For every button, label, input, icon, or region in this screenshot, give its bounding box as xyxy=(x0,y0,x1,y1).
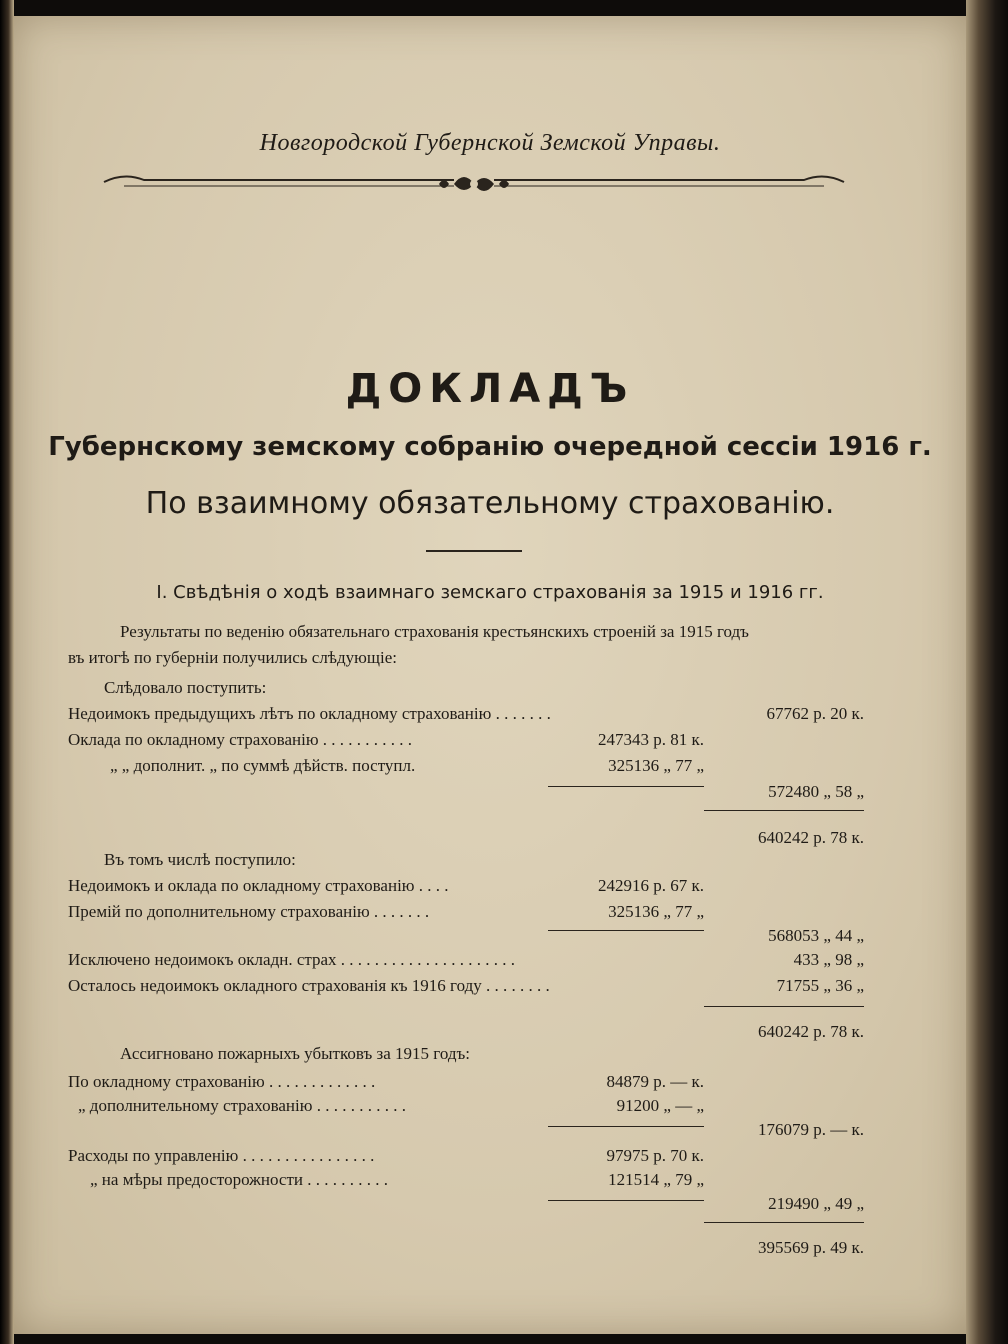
received-row-3-total: 433 „ 98 „ xyxy=(793,950,864,969)
received-row-4-total: 71755 „ 36 „ xyxy=(776,976,864,995)
expenses-total: 395569 р. 49 к. xyxy=(757,1238,864,1257)
due-row-3-label: „ „ дополнит. „ по суммѣ дѣйств. поступл. xyxy=(110,756,416,775)
ornament-divider xyxy=(84,164,864,204)
losses-amount-rule xyxy=(548,1126,704,1127)
report-subtitle-assembly: Губернскому земскому собранію очередной сессіи 1916 г. xyxy=(48,432,932,462)
expenses-total-rule xyxy=(704,1222,864,1223)
received-row-2-label: Премій по дополнительному страхованію . . . . . . . xyxy=(68,902,430,921)
intro-line-1: Результаты по веденію обязательнаго страхованія крестьянскихъ строеній за 1915 годъ xyxy=(120,622,749,641)
section-heading: I. Свѣдѣнія о ходѣ взаимнаго земскаго страхованія за 1915 и 1916 гг. xyxy=(156,582,824,603)
expenses-subtotal: 219490 „ 49 „ xyxy=(768,1194,864,1213)
received-row-1-amount: 242916 р. 67 к. xyxy=(597,876,704,895)
expenses-row-2-label: „ на мѣры предосторожности . . . . . . . . . . xyxy=(90,1170,389,1189)
intro-line-2: въ итогѣ по губерніи получились слѣдующіе: xyxy=(68,648,397,667)
due-subtotal: 572480 „ 58 „ xyxy=(768,782,864,801)
losses-row-1-label: По окладному страхованію . . . . . . . . . . . . . xyxy=(68,1072,376,1091)
losses-row-1-amount: 84879 р. — к. xyxy=(606,1072,704,1091)
expenses-amount-rule xyxy=(548,1200,704,1201)
due-total-rule xyxy=(704,810,864,811)
book-edge-right xyxy=(966,0,1008,1344)
received-label: Въ томъ числѣ поступило: xyxy=(104,850,296,869)
due-row-2-amount: 247343 р. 81 к. xyxy=(597,730,704,749)
losses-row-2-amount: 91200 „ — „ xyxy=(616,1096,704,1115)
received-subtotal: 568053 „ 44 „ xyxy=(768,926,864,945)
losses-label: Ассигновано пожарныхъ убытковъ за 1915 годъ: xyxy=(120,1044,470,1063)
expenses-row-1-label: Расходы по управленію . . . . . . . . . . . . . . . . xyxy=(68,1146,375,1165)
expenses-row-1-amount: 97975 р. 70 к. xyxy=(606,1146,704,1165)
losses-row-2-label: „ дополнительному страхованію . . . . . . . . . . . xyxy=(78,1096,406,1115)
title-rule xyxy=(426,550,522,552)
report-title: ДОКЛАДЪ xyxy=(345,366,635,412)
received-row-4-label: Осталось недоимокъ окладного страхованія къ 1916 году . . . . . . . . xyxy=(68,976,550,995)
due-row-2-label: Оклада по окладному страхованію . . . . . . . . . . . xyxy=(68,730,413,749)
due-label: Слѣдовало поступить: xyxy=(104,678,267,697)
due-amount-rule xyxy=(548,786,704,787)
received-row-3-label: Исключено недоимокъ окладн. страх . . . . . . . . . . . . . . . . . . . . . xyxy=(68,950,516,969)
received-row-2-amount: 325136 „ 77 „ xyxy=(608,902,704,921)
expenses-row-2-amount: 121514 „ 79 „ xyxy=(608,1170,704,1189)
due-row-1-total: 67762 р. 20 к. xyxy=(766,704,864,723)
report-subtitle-topic: По взаимному обязательному страхованію. xyxy=(145,486,835,521)
due-total: 640242 р. 78 к. xyxy=(757,828,864,847)
losses-subtotal: 176079 р. — к. xyxy=(757,1120,864,1139)
due-row-3-amount: 325136 „ 77 „ xyxy=(608,756,704,775)
due-row-1-label: Недоимокъ предыдущихъ лѣтъ по окладному страхованію . . . . . . . xyxy=(68,704,551,723)
received-total: 640242 р. 78 к. xyxy=(757,1022,864,1041)
document-page xyxy=(14,16,966,1334)
page-header: Новгородской Губернской Земской Управы. xyxy=(259,130,721,156)
received-total-rule xyxy=(704,1006,864,1007)
received-row-1-label: Недоимокъ и оклада по окладному страхованію . . . . xyxy=(68,876,449,895)
received-amount-rule xyxy=(548,930,704,931)
book-spine-left xyxy=(0,0,14,1344)
